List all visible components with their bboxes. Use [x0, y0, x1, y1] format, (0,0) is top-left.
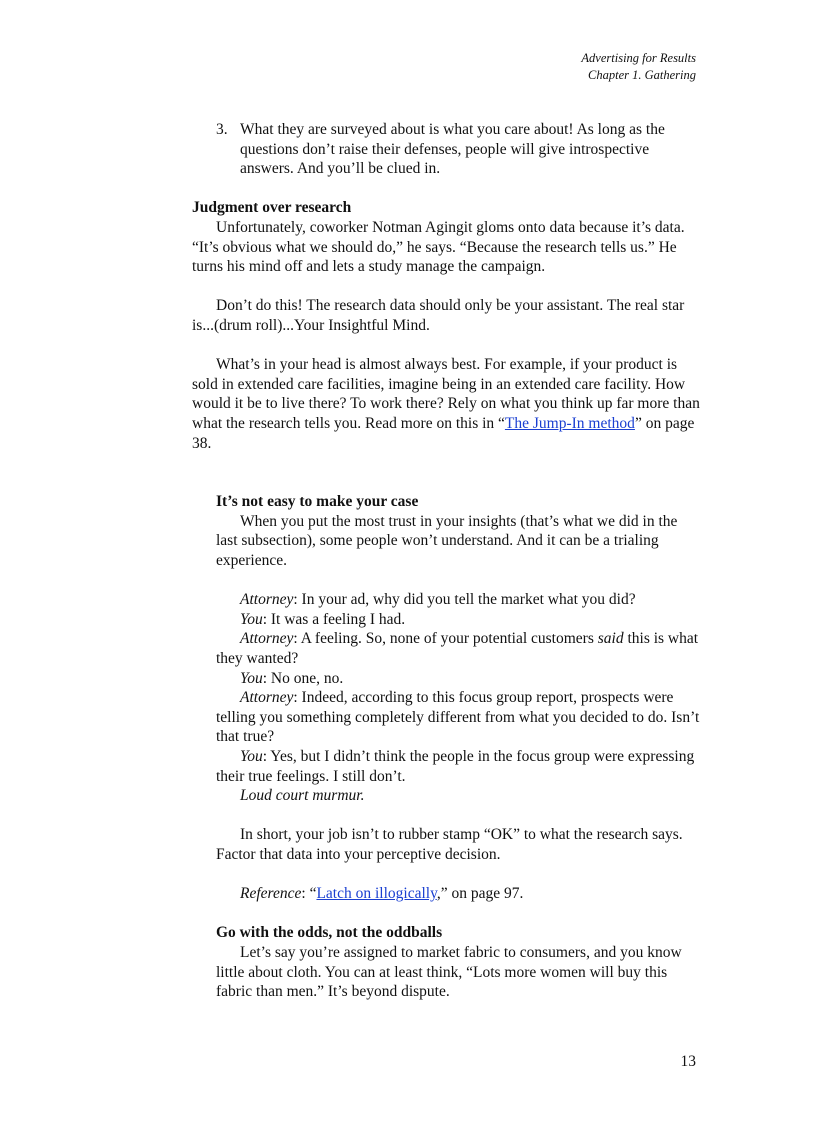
speaker: You — [240, 610, 263, 628]
dialogue-text: : Indeed, according to this focus group report, prospects were telling you something completely different from what you decided to do. Isn’t that true? — [216, 689, 700, 746]
dialogue-line — [216, 590, 702, 610]
paragraph: Unfortunately, coworker Notman Agingit gloms onto data because it’s data. “It’s obvious what we should do,” he says. “Because the research tells us.” He turns his mind off and lets a study manage the campaign. — [192, 218, 685, 276]
speaker: Attorney — [240, 591, 294, 609]
paragraph: When you put the most trust in your insights (that’s what we did in the last subsection), some people won’t understand. And it can be a trialing experience. — [216, 512, 678, 570]
dialogue-line — [216, 629, 702, 668]
reference-label: Reference — [240, 885, 302, 903]
reference-line — [216, 884, 702, 904]
speaker: Attorney — [240, 630, 294, 648]
stage-direction — [216, 786, 702, 806]
reference-text: ,” on page 97. — [436, 885, 524, 903]
heading-not-easy-to-make-your-case: It’s not easy to make your case — [216, 493, 419, 511]
dialogue-text: : In your ad, why did you tell the market what you did? — [293, 591, 636, 609]
book-title: Advertising for Results — [581, 51, 696, 65]
link-latch-on-illogically[interactable]: Latch on illogically — [316, 885, 437, 903]
link-jump-in-method[interactable]: The Jump-In method — [504, 414, 635, 432]
dialogue-text: : No one, no. — [262, 669, 344, 687]
heading-judgment-over-research: Judgment over research — [192, 199, 352, 217]
dialogue-line — [216, 747, 702, 786]
paragraph — [192, 355, 702, 453]
numbered-item-3 — [216, 120, 702, 179]
dialogue-text: : It was a feeling I had. — [262, 610, 406, 628]
dialogue-text: : Yes, but I didn’t think the people in the focus group were expressing their true feelings. I still don’t. — [216, 748, 695, 785]
dialogue-line — [216, 669, 702, 689]
page-number: 13 — [680, 1053, 696, 1070]
speaker: You — [240, 748, 263, 765]
dialogue-line — [216, 688, 702, 747]
page-body — [192, 120, 702, 1002]
paragraph: Don’t do this! The research data should only be your assistant. The real star is...(drum roll)...Your Insightful Mind. — [192, 297, 685, 334]
stage-direction-text: Loud court murmur. — [240, 787, 365, 805]
running-header — [581, 50, 696, 84]
paragraph-text: What’s in your head is almost always best. For example, if your product is sold in extended care facilities, imagine being in an extended care facility. How would it be to live there? To work there? Rely on what you think up far more than what the research tells you. Read more on this in “ — [192, 356, 700, 432]
heading-go-with-the-odds: Go with the odds, not the oddballs — [216, 924, 443, 942]
reference-text: : “ — [301, 885, 317, 903]
paragraph-text: ” on page 38. — [192, 414, 695, 452]
speaker: Attorney — [240, 689, 294, 707]
dialogue-line — [216, 610, 702, 630]
item-text: What they are surveyed about is what you care about! As long as the questions don’t raise their defenses, people will give introspective answers. And you’ll be clued in. — [240, 121, 665, 178]
emphasis: said — [597, 630, 624, 648]
paragraph: In short, your job isn’t to rubber stamp “OK” to what the research says. Factor that data into your perceptive decision. — [216, 826, 683, 863]
speaker: You — [240, 669, 263, 687]
chapter-title: Chapter 1. Gathering — [588, 68, 696, 82]
dialogue-text: this is what they wanted? — [216, 630, 699, 668]
item-number: 3. — [216, 121, 228, 138]
subsection-make-your-case — [216, 492, 702, 1001]
dialogue-text: : A feeling. So, none of your potential customers — [293, 630, 598, 648]
paragraph: Let’s say you’re assigned to market fabric to consumers, and you know little about cloth. You can at least think, “Lots more women will buy this fabric than men.” It’s beyond dispute. — [216, 943, 682, 1001]
